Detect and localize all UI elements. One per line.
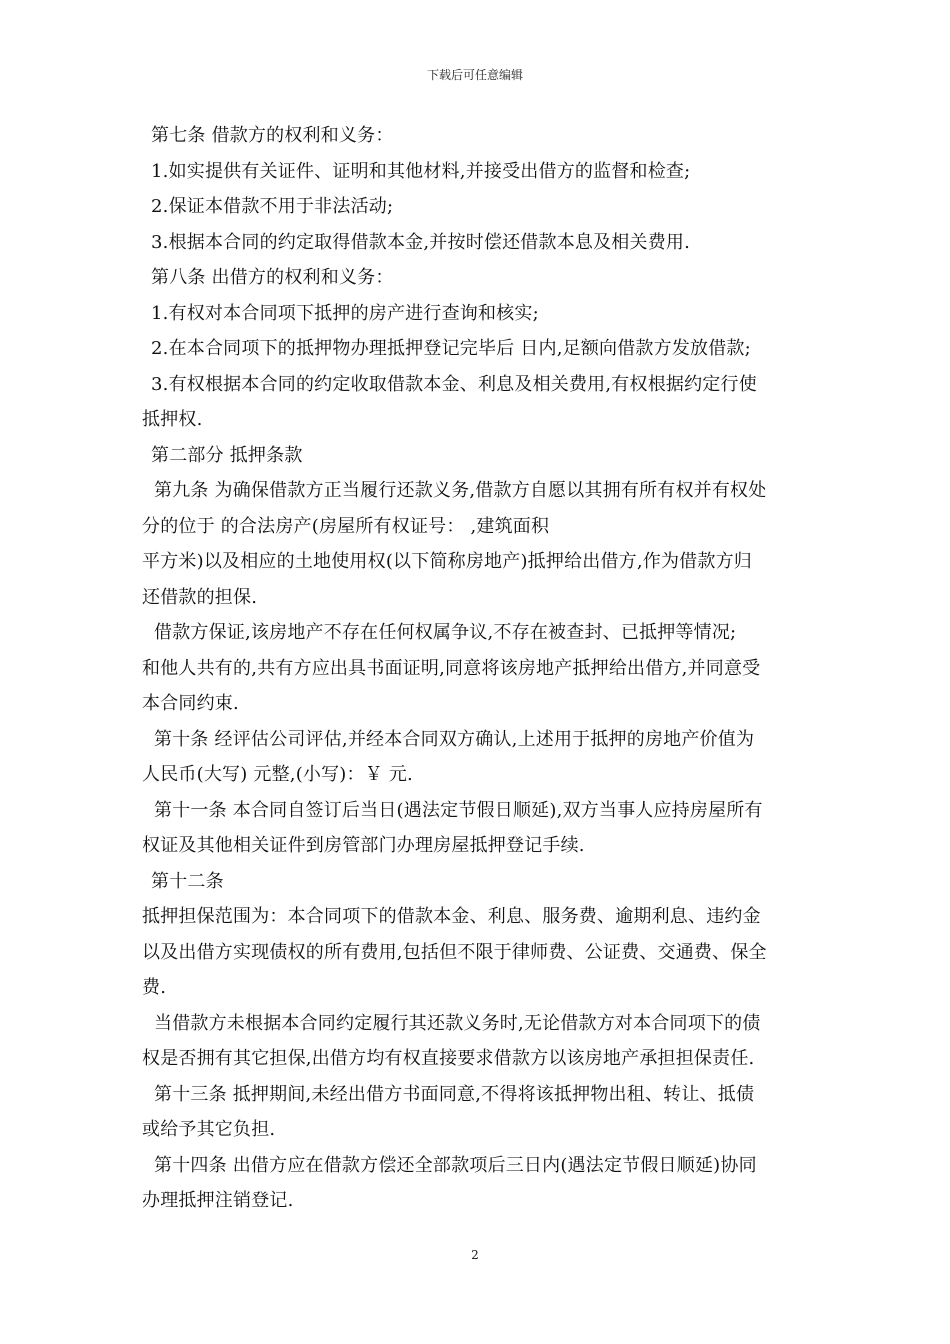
guarantee-line-1: 借款方保证,该房地产不存在任何权属争议,不存在被查封、已抵押等情况; xyxy=(154,622,737,643)
article-8-item-3: 3.有权根据本合同的约定收取借款本金、利息及相关费用,有权根据约定行使 xyxy=(151,373,757,395)
page-number: 2 xyxy=(471,1248,479,1262)
default-clause-line-1: 当借款方未根据本合同约定履行其还款义务时,无论借款方对本合同项下的债 xyxy=(154,1012,761,1034)
article-11-line-1: 第十一条 本合同自签订后当日(遇法定节假日顺延),双方当事人应持房屋所有 xyxy=(154,799,763,821)
article-9-line-1: 第九条 为确保借款方正当履行还款义务,借款方自愿以其拥有所有权并有权处 xyxy=(154,480,767,501)
article-8-item-1: 1.有权对本合同项下抵押的房产进行查询和核实; xyxy=(151,302,539,324)
part-2-heading: 第二部分 抵押条款 xyxy=(151,444,303,466)
article-7-item-1: 1.如实提供有关证件、证明和其他材料,并接受出借方的监督和检查; xyxy=(151,160,691,182)
article-12-heading: 第十二条 xyxy=(151,870,224,892)
article-10-line-2: 人民币(大写) 元整,(小写)：￥ 元. xyxy=(142,764,413,785)
article-8-heading: 第八条 出借方的权利和义务： xyxy=(151,267,394,288)
article-11-line-2: 权证及其他相关证件到房管部门办理房屋抵押登记手续. xyxy=(142,835,585,856)
article-7-item-3: 3.根据本合同的约定取得借款本金,并按时偿还借款本息及相关费用. xyxy=(151,231,691,253)
article-12-line-1: 抵押担保范围为：本合同项下的借款本金、利息、服务费、逾期利息、违约金 xyxy=(142,906,761,927)
article-7-heading: 第七条 借款方的权利和义务： xyxy=(151,125,394,146)
document-body xyxy=(142,118,822,1219)
article-12-line-3: 费. xyxy=(142,977,167,998)
page-header: 下载后可任意编辑 xyxy=(426,68,523,82)
article-13-line-1: 第十三条 抵押期间,未经出借方书面同意,不得将该抵押物出租、转让、抵债 xyxy=(154,1083,755,1105)
article-8-item-2: 2.在本合同项下的抵押物办理抵押登记完毕后 日内,足额向借款方发放借款; xyxy=(151,338,751,359)
article-13-line-2: 或给予其它负担. xyxy=(142,1119,276,1140)
article-10-line-1: 第十条 经评估公司评估,并经本合同双方确认,上述用于抵押的房地产价值为 xyxy=(154,728,755,750)
article-8-item-3-cont: 抵押权. xyxy=(142,409,203,430)
article-9-line-3: 平方米)以及相应的土地使用权(以下简称房地产)抵押给出借方,作为借款方归 xyxy=(142,551,752,572)
article-9-line-2: 分的位于 的合法房产(房屋所有权证号： ,建筑面积 xyxy=(142,515,550,537)
article-14-line-1: 第十四条 出借方应在借款方偿还全部款项后三日内(遇法定节假日顺延)协同 xyxy=(154,1154,757,1176)
article-9-line-4: 还借款的担保. xyxy=(142,586,258,608)
default-clause-line-2: 权是否拥有其它担保,出借方均有权直接要求借款方以该房地产承担担保责任. xyxy=(142,1048,755,1069)
article-12-line-2: 以及出借方实现债权的所有费用,包括但不限于律师费、公证费、交通费、保全 xyxy=(142,941,767,963)
article-7-item-2: 2.保证本借款不用于非法活动; xyxy=(151,196,394,217)
guarantee-line-2: 和他人共有的,共有方应出具书面证明,同意将该房地产抵押给出借方,并同意受 xyxy=(142,657,761,679)
article-14-line-2: 办理抵押注销登记. xyxy=(142,1190,294,1211)
guarantee-line-3: 本合同约束. xyxy=(142,693,239,714)
